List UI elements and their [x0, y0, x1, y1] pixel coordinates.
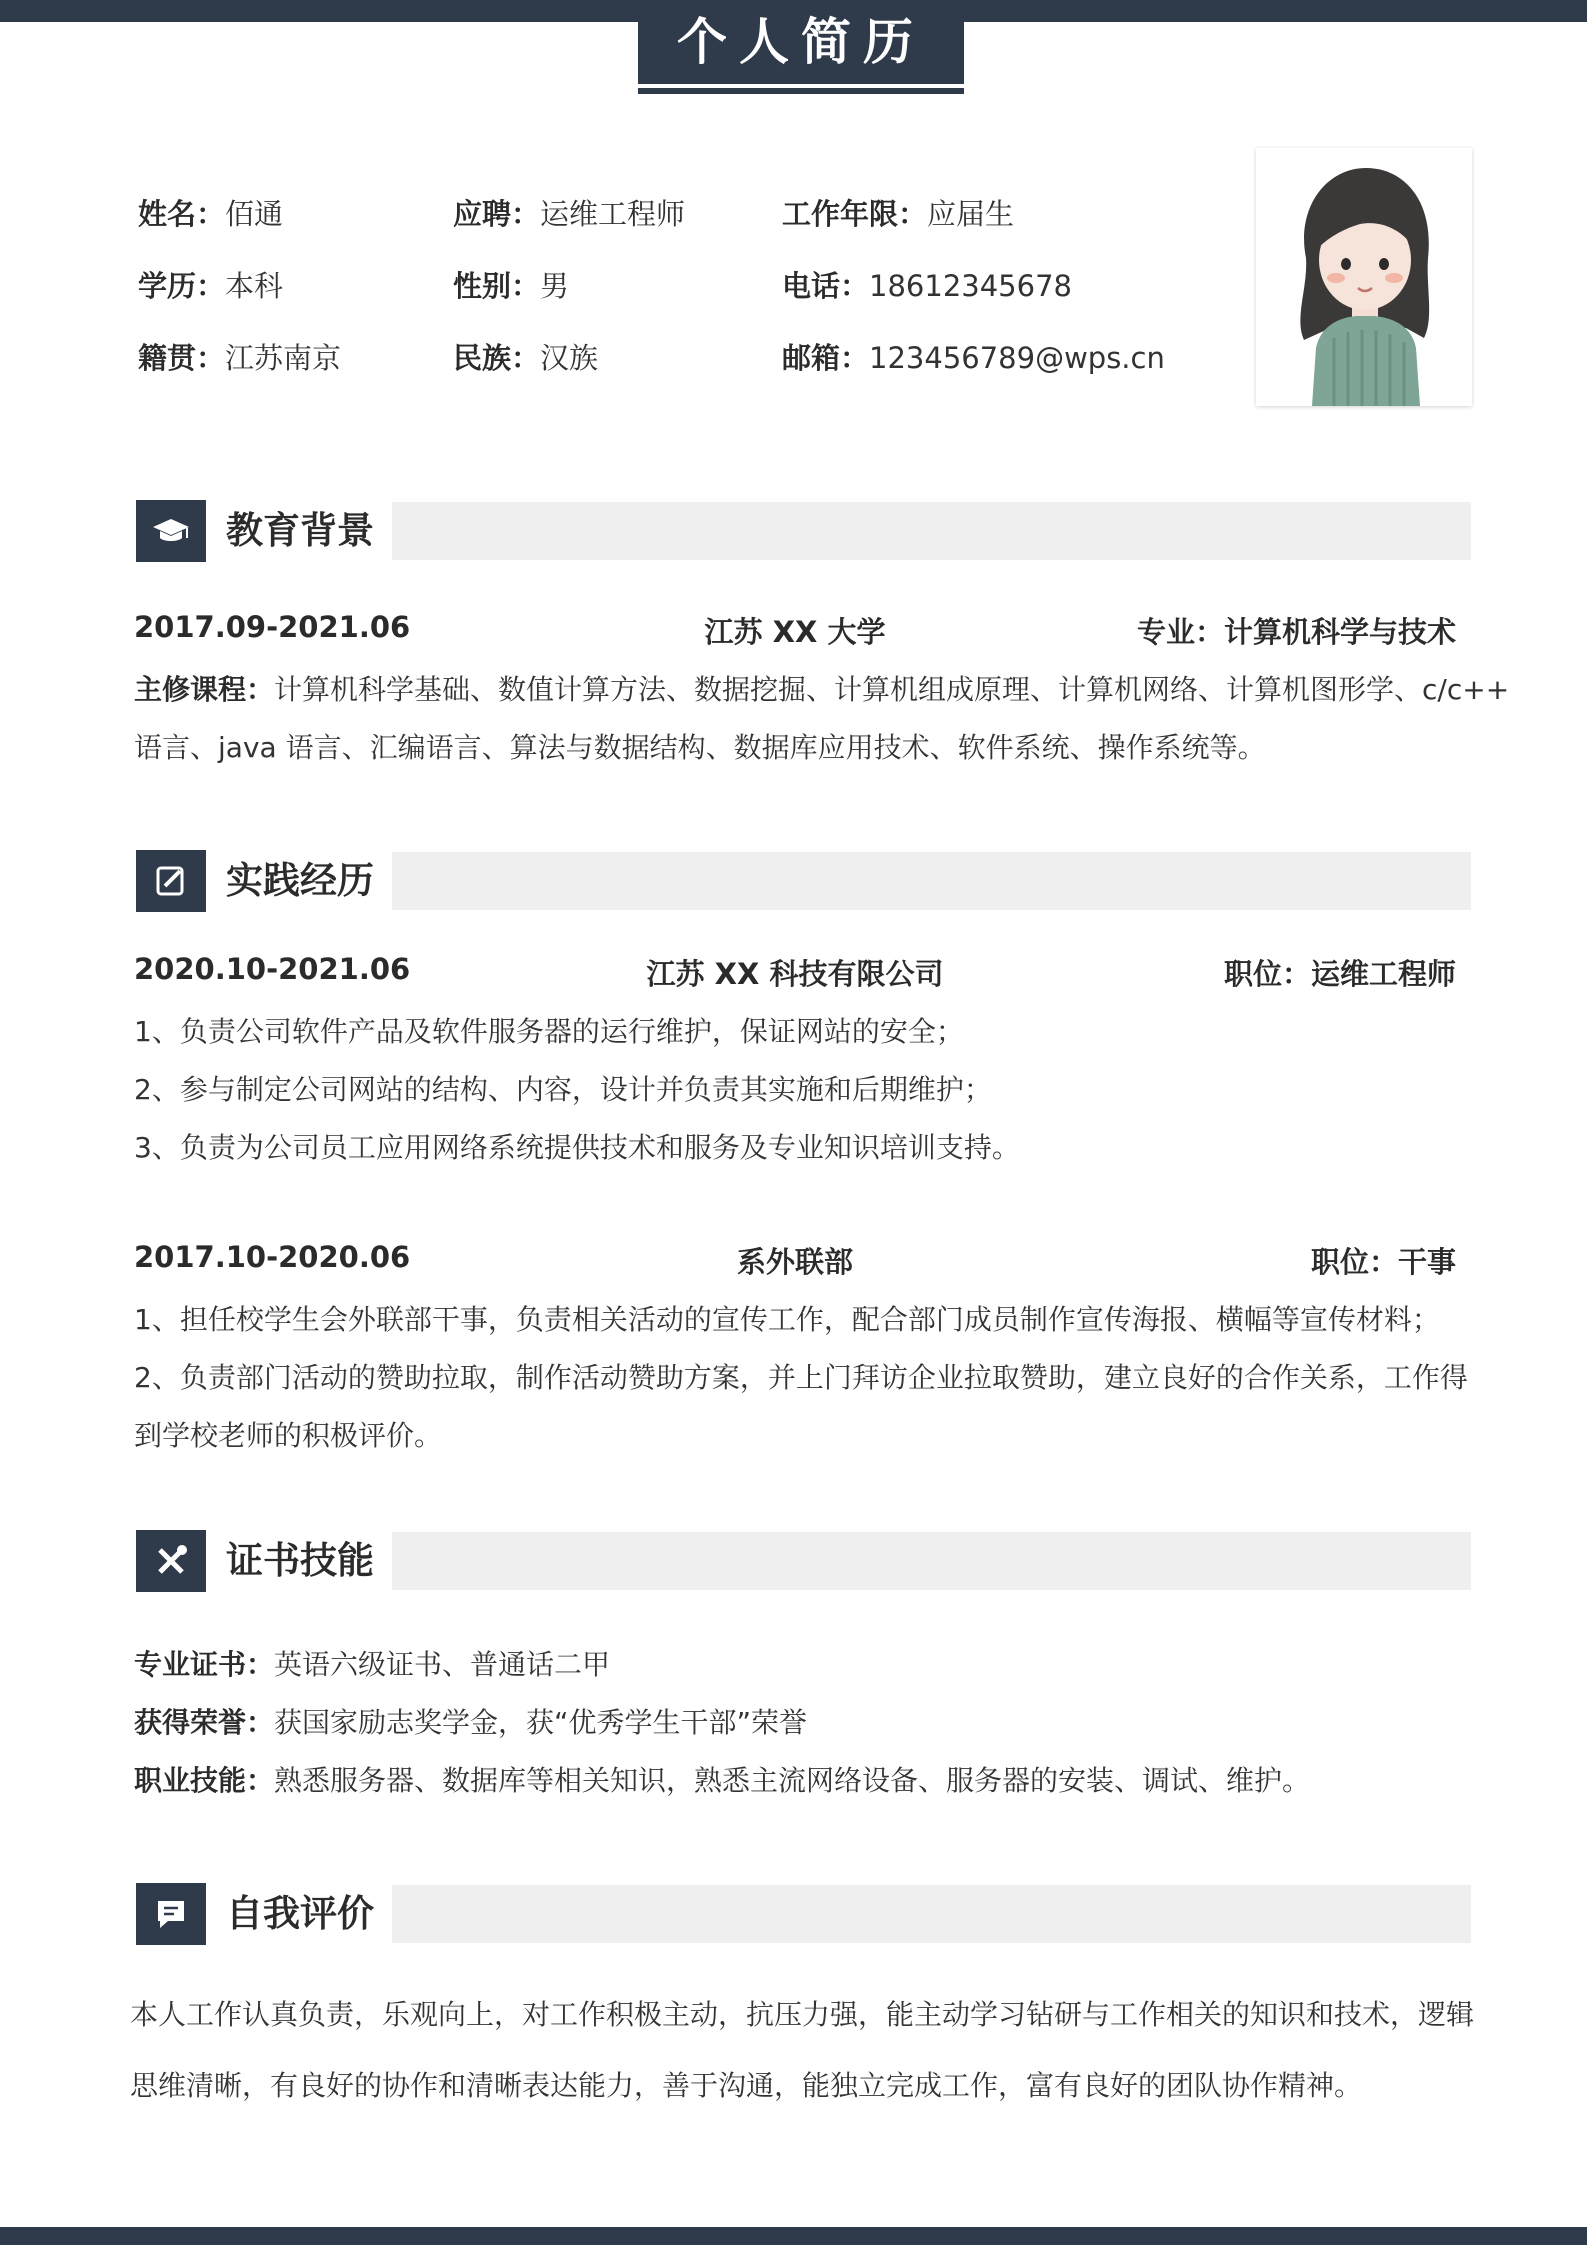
self-eval-section-header — [136, 1883, 1471, 1945]
practice-org: 系外联部 — [736, 1245, 853, 1279]
section-title: 证书技能 — [226, 1539, 374, 1582]
graduation-cap-icon — [136, 500, 206, 562]
practice-line: 2、负责部门活动的赞助拉取，制作活动赞助方案，并上门拜访企业拉取赞助，建立良好的合作关系，工作得 — [134, 1361, 1468, 1394]
info-phone: 电话：18612345678 — [782, 269, 1072, 303]
tools-icon — [136, 1530, 206, 1592]
education-school: 江苏 XX 大学 — [704, 615, 886, 649]
info-name: 姓名：佰通 — [138, 197, 284, 231]
practice-line: 1、负责公司软件产品及软件服务器的运行维护，保证网站的安全； — [134, 1015, 964, 1048]
self-eval-line-2: 思维清晰，有良好的协作和清晰表达能力，善于沟通，能独立完成工作，富有良好的团队协作精神。 — [130, 2069, 1363, 2102]
practice-line: 1、担任校学生会外联部干事，负责相关活动的宣传工作，配合部门成员制作宣传海报、横幅等宣传材料； — [134, 1303, 1440, 1336]
avatar-illustration — [1256, 148, 1472, 406]
courses-line-2: 语言、java 语言、汇编语言、算法与数据结构、数据库应用技术、软件系统、操作系统等。 — [134, 731, 1266, 764]
skill-professional: 职业技能：熟悉服务器、数据库等相关知识，熟悉主流网络设备、服务器的安装、调试、维护。 — [134, 1764, 1311, 1797]
education-row — [134, 610, 1456, 650]
section-title: 自我评价 — [226, 1892, 374, 1935]
bottom-bar — [0, 2227, 1587, 2245]
edit-note-icon — [136, 850, 206, 912]
info-ethnicity: 民族：汉族 — [453, 341, 599, 375]
info-gender: 性别：男 — [453, 269, 570, 303]
section-band — [392, 1532, 1471, 1590]
skill-honor: 获得荣誉：获国家励志奖学金，获“优秀学生干部”荣誉 — [134, 1706, 808, 1739]
skills-section-header — [136, 1530, 1471, 1592]
section-band — [392, 1885, 1471, 1943]
section-band — [392, 502, 1471, 560]
education-section-header — [136, 500, 1471, 562]
courses-line-1: 主修课程：计算机科学基础、数值计算方法、数据挖掘、计算机组成原理、计算机网络、计算机图形学、c/c++ — [134, 673, 1510, 706]
practice-role: 职位：干事 — [1310, 1245, 1456, 1279]
info-education: 学历：本科 — [138, 269, 284, 303]
practice-row-2 — [134, 1240, 1456, 1280]
page-title: 个人简历 — [638, 0, 964, 84]
practice-row-1 — [134, 952, 1456, 992]
practice-line: 2、参与制定公司网站的结构、内容，设计并负责其实施和后期维护； — [134, 1073, 992, 1106]
practice-period: 2020.10-2021.06 — [134, 952, 411, 986]
info-hometown: 籍贯：江苏南京 — [138, 341, 342, 375]
skill-certificate: 专业证书：英语六级证书、普通话二甲 — [134, 1648, 611, 1681]
practice-role: 职位：运维工程师 — [1223, 957, 1456, 991]
comment-icon — [136, 1883, 206, 1945]
section-band — [392, 852, 1471, 910]
section-title: 教育背景 — [226, 509, 374, 552]
info-position: 应聘：运维工程师 — [453, 197, 686, 231]
section-title: 实践经历 — [226, 859, 374, 902]
education-major: 专业：计算机科学与技术 — [1136, 615, 1456, 649]
practice-period: 2017.10-2020.06 — [134, 1240, 411, 1274]
title-underline — [638, 88, 964, 94]
avatar-photo — [1256, 148, 1472, 406]
practice-line: 到学校老师的积极评价。 — [134, 1419, 443, 1452]
practice-line: 3、负责为公司员工应用网络系统提供技术和服务及专业知识培训支持。 — [134, 1131, 1020, 1164]
education-period: 2017.09-2021.06 — [134, 610, 411, 644]
practice-section-header — [136, 850, 1471, 912]
practice-org: 江苏 XX 科技有限公司 — [646, 957, 944, 991]
info-email: 邮箱：123456789@wps.cn — [782, 341, 1165, 375]
self-eval-line-1: 本人工作认真负责，乐观向上，对工作积极主动，抗压力强，能主动学习钻研与工作相关的知识和技术，逻辑 — [130, 1998, 1475, 2031]
info-work-years: 工作年限：应届生 — [782, 197, 1015, 231]
